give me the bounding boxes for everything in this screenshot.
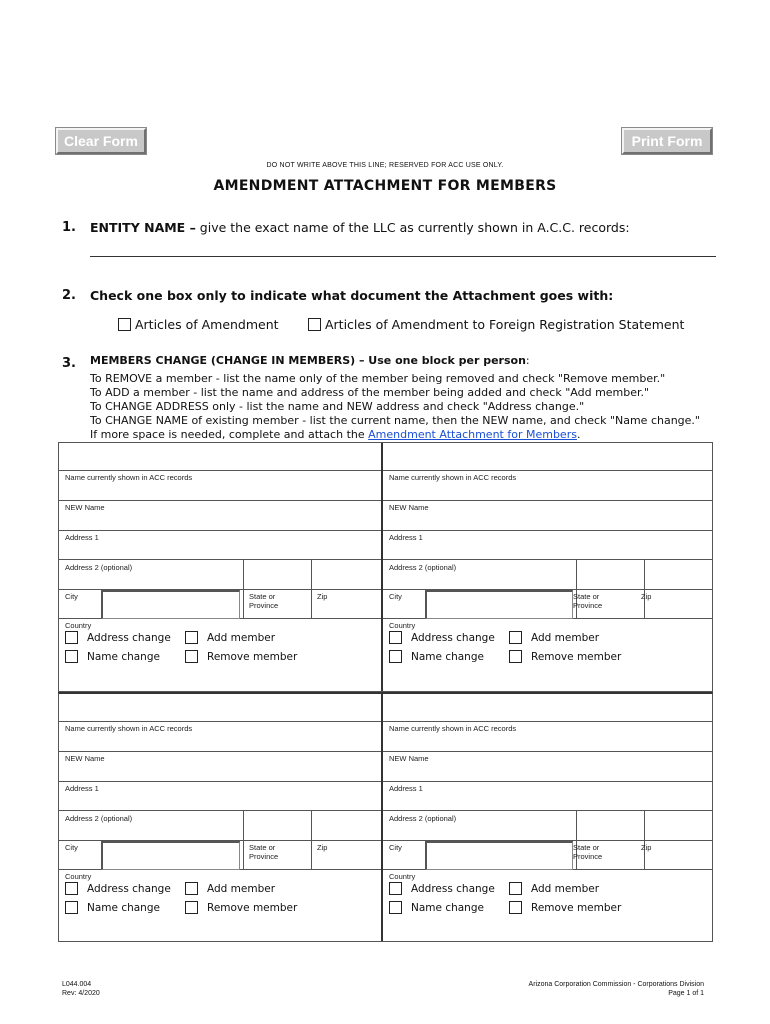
state-label-line1: State or [249,843,276,852]
checkbox[interactable] [185,882,198,895]
instruction-remove: To REMOVE a member - list the name only of the member being removed and check "Remove member." [90,372,666,385]
add-member-option[interactable] [185,882,275,895]
country-and-actions [59,619,381,691]
option-label: Remove member [207,650,298,663]
option-label: Add member [531,882,600,895]
state-label-line1: State or [249,592,276,601]
instruction-change-address: To CHANGE ADDRESS only - list the name and NEW address and check "Address change." [90,400,585,413]
checkbox[interactable] [65,882,78,895]
state-label-line1: State or [573,592,600,601]
print-form-button[interactable]: Print Form [622,128,712,154]
option-label: Address change [87,882,171,895]
clear-form-button[interactable]: Clear Form [56,128,146,154]
attachment-link[interactable]: Amendment Attachment for Members [368,428,577,441]
acc-reserved-notice: DO NOT WRITE ABOVE THIS LINE; RESERVED FOR ACC USE ONLY. [266,162,504,169]
option-label: Add member [531,631,600,644]
address-change-option[interactable] [65,882,171,895]
option-label: Address change [411,882,495,895]
city-input[interactable] [425,590,573,619]
section2-number: 2. [62,288,76,303]
member-entry-2 [381,443,712,691]
current-name-field[interactable] [383,471,712,501]
new-name-label: NEW Name [389,503,429,512]
checkbox[interactable] [509,650,522,663]
instruction-change-name: To CHANGE NAME of existing member - list the current name, then the NEW name, and check "Name change." [90,414,700,427]
add-member-option[interactable] [509,631,599,644]
option-label: Name change [411,650,484,663]
checkbox[interactable] [389,901,402,914]
option-label: Remove member [207,901,298,914]
section3-heading [90,354,530,367]
checkbox[interactable] [389,882,402,895]
state-label [573,843,602,861]
city-label: City [389,592,402,601]
address1-label: Address 1 [65,533,99,542]
option-label: Articles of Amendment [134,317,279,332]
entity-name-label: ENTITY NAME – [90,220,196,235]
section3-heading-colon: : [525,354,530,367]
city-state-zip-row [59,590,381,619]
remove-member-option[interactable] [509,901,621,914]
option-label: Add member [207,882,276,895]
city-label: City [389,843,402,852]
state-label [249,843,278,861]
address2-label: Address 2 (optional) [65,814,133,823]
country-and-actions [383,870,712,942]
address1-field[interactable] [59,531,381,560]
state-label-line2: Province [249,601,279,610]
state-label-line2: Province [573,852,603,861]
address2-label: Address 2 (optional) [389,814,457,823]
member-header-row [59,443,381,471]
address1-label: Address 1 [65,784,99,793]
checkbox[interactable] [185,650,198,663]
country-label: Country [389,621,416,630]
state-label [573,592,602,610]
country-label: Country [389,872,416,881]
name-change-option[interactable] [65,650,160,663]
option-label: Name change [87,901,160,914]
section1-number: 1. [62,220,76,235]
checkbox[interactable] [389,650,402,663]
address-change-option[interactable] [389,882,495,895]
city-state-zip-row [383,590,712,619]
zip-label: Zip [641,592,652,601]
page-title: AMENDMENT ATTACHMENT FOR MEMBERS [213,178,557,194]
member-header-row [59,694,381,722]
address-change-option[interactable] [389,631,495,644]
checkbox[interactable] [185,631,198,644]
option-articles-of-amendment[interactable] [118,317,279,332]
section2-text: Check one box only to indicate what document the Attachment goes with: [90,288,614,303]
remove-member-option[interactable] [185,650,297,663]
current-name-label: Name currently shown in ACC records [389,473,517,482]
state-label [249,592,278,610]
form-revision: Rev: 4/2020 [62,990,100,997]
checkbox[interactable] [389,631,402,644]
option-label: Add member [207,631,276,644]
country-label: Country [65,872,92,881]
section3-number: 3. [62,356,76,371]
name-change-option[interactable] [389,650,484,663]
state-label-line1: State or [573,843,600,852]
form-number: L044.004 [62,981,92,988]
address2-field[interactable] [59,560,381,590]
address-change-option[interactable] [65,631,171,644]
page-number: Page 1 of 1 [668,990,704,997]
remove-member-option[interactable] [185,901,297,914]
member-block-row-1 [58,442,713,692]
zip-label: Zip [641,843,652,852]
checkbox[interactable] [308,318,321,331]
add-member-option[interactable] [509,882,599,895]
checkbox[interactable] [509,901,522,914]
current-name-label: Name currently shown in ACC records [65,473,193,482]
option-label: Name change [87,650,160,663]
checkbox[interactable] [509,631,522,644]
new-name-field[interactable] [59,501,381,531]
member-entry-4 [381,694,712,941]
address2-field[interactable] [383,560,712,590]
country-label: Country [65,621,92,630]
city-input[interactable] [425,841,573,870]
zip-label: Zip [317,843,328,852]
name-change-option[interactable] [65,901,160,914]
section1-text [90,220,630,235]
current-name-field[interactable] [383,722,712,752]
member-header-row [383,443,712,471]
member-block-row-2 [58,692,713,942]
address2-label: Address 2 (optional) [389,563,457,572]
address1-field[interactable] [383,782,712,811]
checkbox[interactable] [118,318,131,331]
country-and-actions [59,870,381,942]
city-state-zip-row [59,841,381,870]
instruction-add: To ADD a member - list the name and address of the member being added and check "Add member." [90,386,650,399]
address2-field[interactable] [383,811,712,841]
zip-label: Zip [317,592,328,601]
instruction-more-space [90,428,580,442]
state-label-line2: Province [249,852,279,861]
option-label: Remove member [531,650,622,663]
agency-name: Arizona Corporation Commission - Corporations Division [528,981,704,988]
current-name-label: Name currently shown in ACC records [65,724,193,733]
address2-field[interactable] [59,811,381,841]
option-label: Articles of Amendment to Foreign Registration Statement [324,317,685,332]
checkbox[interactable] [65,901,78,914]
entity-name-instruction: give the exact name of the LLC as currently shown in A.C.C. records: [195,220,630,235]
current-name-field[interactable] [59,471,381,501]
option-label: Remove member [531,901,622,914]
checkbox[interactable] [65,650,78,663]
checkbox[interactable] [185,901,198,914]
member-header-row [383,694,712,722]
new-name-field[interactable] [383,752,712,782]
city-input[interactable] [101,841,240,870]
new-name-label: NEW Name [65,503,105,512]
option-articles-foreign-registration[interactable] [308,317,684,332]
address1-label: Address 1 [389,533,423,542]
entity-name-field[interactable] [90,256,716,257]
checkbox[interactable] [509,882,522,895]
member-entry-1 [59,443,381,691]
member-entry-3 [59,694,381,941]
country-and-actions [383,619,712,691]
address2-label: Address 2 (optional) [65,563,133,572]
new-name-label: NEW Name [65,754,105,763]
state-label-line2: Province [573,601,603,610]
new-name-label: NEW Name [389,754,429,763]
add-member-option[interactable] [185,631,275,644]
option-label: Address change [411,631,495,644]
city-input[interactable] [101,590,240,619]
address1-field[interactable] [59,782,381,811]
address1-field[interactable] [383,531,712,560]
option-label: Address change [87,631,171,644]
more-space-suffix: . [576,428,581,441]
option-label: Name change [411,901,484,914]
agency-footer [529,980,704,998]
remove-member-option[interactable] [509,650,621,663]
form-code [62,980,100,998]
current-name-label: Name currently shown in ACC records [389,724,517,733]
checkbox[interactable] [65,631,78,644]
name-change-option[interactable] [389,901,484,914]
address1-label: Address 1 [389,784,423,793]
new-name-field[interactable] [59,752,381,782]
section3-heading-text: MEMBERS CHANGE (CHANGE IN MEMBERS) – Use one block per person [90,354,526,367]
city-state-zip-row [383,841,712,870]
more-space-prefix: If more space is needed, complete and attach the [90,428,369,441]
new-name-field[interactable] [383,501,712,531]
city-label: City [65,843,78,852]
current-name-field[interactable] [59,722,381,752]
city-label: City [65,592,78,601]
